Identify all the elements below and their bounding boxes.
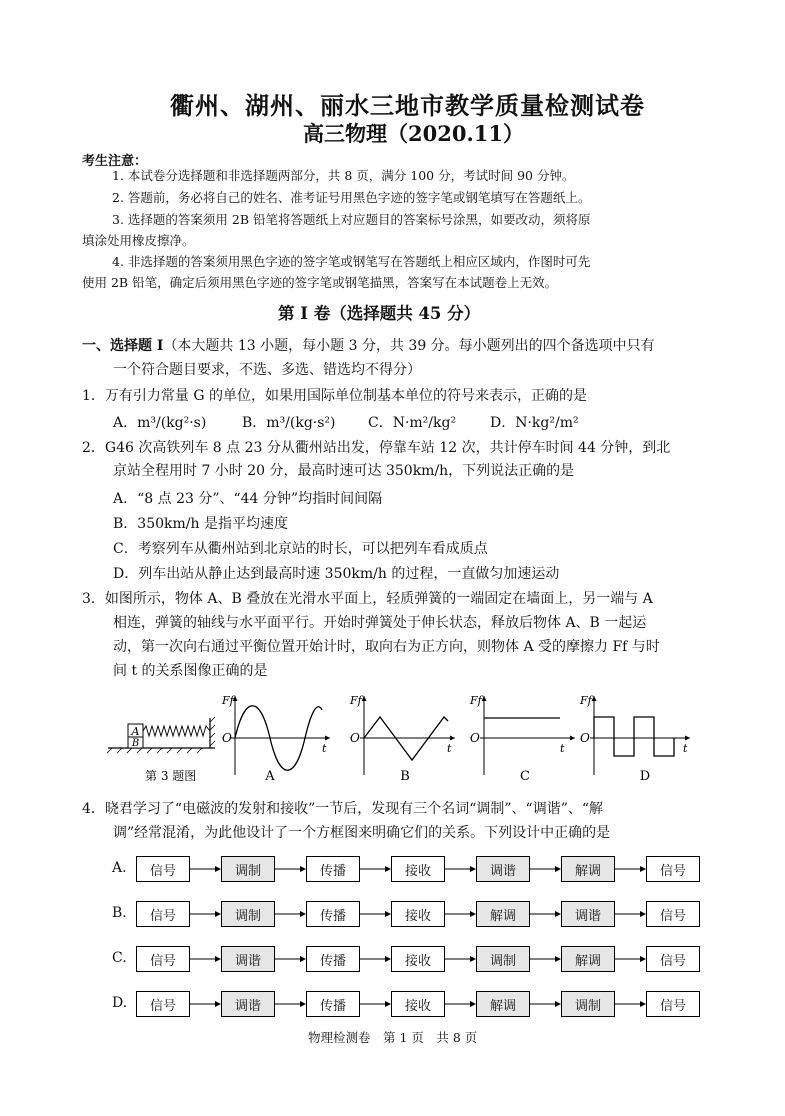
flow-arrow — [615, 999, 646, 1009]
flow-arrow — [360, 864, 391, 874]
q3-stem-3: 动，第一次向右通过平衡位置开始计时，取向右为正方向，则物体 A 受的摩擦力 Ff 与时 — [113, 639, 660, 655]
notice-item-1: 1. 本试卷分选择题和非选择题两部分，共 8 页，满分 100 分，考试时间 90 分钟。 — [112, 168, 575, 183]
q3-fig-caption: 第 3 题图 — [145, 769, 197, 783]
q2-option-a: A．“8 点 23 分”、“44 分钟”均指时间间隔 — [113, 491, 383, 507]
q4-flow-box: 传播 — [306, 946, 360, 972]
flow-arrow — [190, 954, 221, 964]
q4-flow-box: 信号 — [136, 991, 190, 1017]
q3-b-label: B — [400, 769, 410, 784]
q4-flow-box: 调制 — [561, 991, 615, 1017]
q4-flow-box: 信号 — [136, 946, 190, 972]
q3-stem: 3．如图所示，物体 A、B 叠放在光滑水平面上，轻质弹簧的一端固定在墙面上，另一端与 A — [82, 591, 653, 607]
q4-flow-box: 解调 — [561, 856, 615, 882]
q4-flow-box: 调谐 — [476, 856, 530, 882]
flow-arrow — [530, 864, 561, 874]
q4-flow-box: 调制 — [221, 901, 275, 927]
q4-stem-cont: 调”经常混淆，为此他设计了一个方框图来明确它们的关系。下列设计中正确的是 — [113, 825, 611, 841]
q4-option-label: D. — [112, 995, 128, 1011]
q4-flow-box: 信号 — [136, 856, 190, 882]
q1-stem: 1．万有引力常量 G 的单位，如果用国际单位制基本单位的符号来表示，正确的是 — [82, 388, 587, 404]
q4-flow-box: 信号 — [136, 901, 190, 927]
flow-arrow — [275, 909, 306, 919]
q3-graph-c — [469, 694, 575, 784]
q3-b-origin: O — [350, 731, 360, 745]
section-heading — [82, 334, 655, 358]
q4-flow-box: 传播 — [306, 901, 360, 927]
q4-flow-box: 信号 — [646, 991, 700, 1017]
flow-arrow — [445, 864, 476, 874]
flow-arrow — [530, 954, 561, 964]
notice-item-4: 4. 非选择题的答案须用黑色字迹的签字笔或钢笔写在答题纸上相应区域内，作图时可先 — [112, 254, 591, 269]
q4-flow-box: 调制 — [221, 856, 275, 882]
q4-flow-box: 接收 — [391, 901, 445, 927]
q2-stem: 2．G46 次高铁列车 8 点 23 分从衢州站出发，停靠车站 12 次，共计停车时间 44 分钟，到北 — [82, 440, 671, 456]
q2-option-c: C．考察列车从衢州站到北京站的时长，可以把列车看成质点 — [113, 541, 488, 557]
flow-arrow — [275, 999, 306, 1009]
q3-a-label: A — [265, 769, 275, 784]
q4-flow-box: 调谐 — [561, 901, 615, 927]
q3-a-xaxis-label: t — [322, 742, 327, 755]
flow-arrow — [530, 909, 561, 919]
notice-item-4-cont: 使用 2B 铅笔，确定后须用黑色字迹的签字笔或钢笔描黑，答案写在本试题卷上无效。 — [82, 275, 558, 290]
block-b-label: B — [131, 738, 140, 749]
flow-arrow — [275, 864, 306, 874]
section-desc-cont: 一个符合题目要求，不选、多选、错选均不得分） — [113, 362, 421, 378]
block-a-label: A — [131, 725, 140, 738]
q3-b-yaxis-label: Ff — [350, 694, 362, 707]
q4-option-label: C. — [112, 950, 127, 966]
q3-a-yaxis-label: Ff — [222, 694, 234, 707]
q4-flow-box: 信号 — [646, 901, 700, 927]
q3-c-label: C — [520, 769, 530, 784]
q4-flow-box: 接收 — [391, 991, 445, 1017]
flow-arrow — [615, 864, 646, 874]
q4-flow-box: 接收 — [391, 946, 445, 972]
exam-title: 衢州、湖州、丽水三地市教学质量检测试卷 — [170, 91, 645, 120]
notice-item-3-cont: 填涂处用橡皮擦净。 — [82, 233, 195, 248]
q3-c-origin: O — [470, 731, 480, 745]
q3-setup-figure — [107, 717, 215, 783]
q2-option-b: B．350km/h 是指平均速度 — [113, 516, 288, 532]
q4-option-label: B. — [112, 905, 127, 921]
q4-flow-box: 调谐 — [221, 946, 275, 972]
flow-arrow — [190, 864, 221, 874]
q3-figures — [100, 690, 700, 790]
q3-graph-b — [349, 694, 455, 784]
q1-option-a: A．m³/(kg²·s) — [113, 415, 207, 431]
q3-a-origin: O — [222, 731, 232, 745]
flow-arrow — [445, 999, 476, 1009]
q3-c-xaxis-label: t — [560, 742, 565, 755]
q1-option-b: B．m³/(kg·s²) — [242, 415, 336, 431]
q3-stem-2: 相连，弹簧的轴线与水平面平行。开始时弹簧处于伸长状态，释放后物体 A、B 一起运 — [113, 615, 647, 631]
q3-d-yaxis-label: Ff — [580, 694, 592, 707]
q4-flow-box: 传播 — [306, 991, 360, 1017]
section-heading-label: 一、选择题 I — [82, 338, 164, 354]
notice-item-2: 2. 答题前，务必将自己的姓名、准考证号用黑色字迹的签字笔或钢笔填写在答题纸上。 — [112, 190, 591, 205]
part-title: 第 I 卷（选择题共 45 分） — [278, 304, 481, 323]
page-footer: 物理检测卷 第 1 页 共 8 页 — [308, 1030, 478, 1045]
flow-arrow — [615, 954, 646, 964]
q3-graph-d — [579, 694, 690, 784]
notice-heading: 考生注意： — [82, 154, 148, 169]
q4-flow-box: 信号 — [646, 946, 700, 972]
section-desc: （本大题共 13 小题，每小题 3 分，共 39 分。每小题列出的四个备选项中只有 — [163, 338, 655, 354]
q4-flow-box: 信号 — [646, 856, 700, 882]
flow-arrow — [275, 954, 306, 964]
q4-flow-box: 解调 — [476, 901, 530, 927]
flow-arrow — [530, 999, 561, 1009]
q3-graph-a — [221, 694, 330, 784]
q4-flow-box: 传播 — [306, 856, 360, 882]
q4-option-label: A. — [112, 860, 127, 876]
q3-b-xaxis-label: t — [447, 742, 452, 755]
notice-item-3: 3. 选择题的答案须用 2B 铅笔将答题纸上对应题目的答案标号涂黑，如要改动，须将原 — [112, 212, 591, 227]
flow-arrow — [190, 909, 221, 919]
q1-option-c: C．N·m²/kg² — [368, 415, 457, 431]
q4-flow-box: 调制 — [476, 946, 530, 972]
flow-arrow — [445, 954, 476, 964]
q3-stem-4: 间 t 的关系图像正确的是 — [113, 663, 268, 679]
q3-d-label: D — [639, 769, 651, 784]
q4-flow-box: 解调 — [476, 991, 530, 1017]
flow-arrow — [615, 909, 646, 919]
flow-arrow — [445, 909, 476, 919]
q4-flow-box: 接收 — [391, 856, 445, 882]
q4-flow-box: 调谐 — [221, 991, 275, 1017]
q2-stem-cont: 京站全程用时 7 小时 20 分，最高时速可达 350km/h，下列说法正确的是 — [113, 463, 575, 479]
q3-d-xaxis-label: t — [683, 742, 688, 755]
exam-subtitle: 高三物理（2020.11） — [303, 121, 524, 146]
q4-flow-box: 解调 — [561, 946, 615, 972]
q2-option-d: D．列车出站从静止达到最高时速 350km/h 的过程，一直做匀加速运动 — [113, 566, 560, 582]
q1-option-d: D．N·kg²/m² — [490, 415, 579, 431]
q4-stem: 4．晓君学习了“电磁波的发射和接收”一节后，发现有三个名词“调制”、“调谐”、“解 — [82, 801, 604, 817]
q3-d-origin: O — [580, 731, 590, 745]
flow-arrow — [360, 954, 391, 964]
flow-arrow — [190, 999, 221, 1009]
flow-arrow — [360, 909, 391, 919]
q3-c-yaxis-label: Ff — [470, 694, 482, 707]
flow-arrow — [360, 999, 391, 1009]
